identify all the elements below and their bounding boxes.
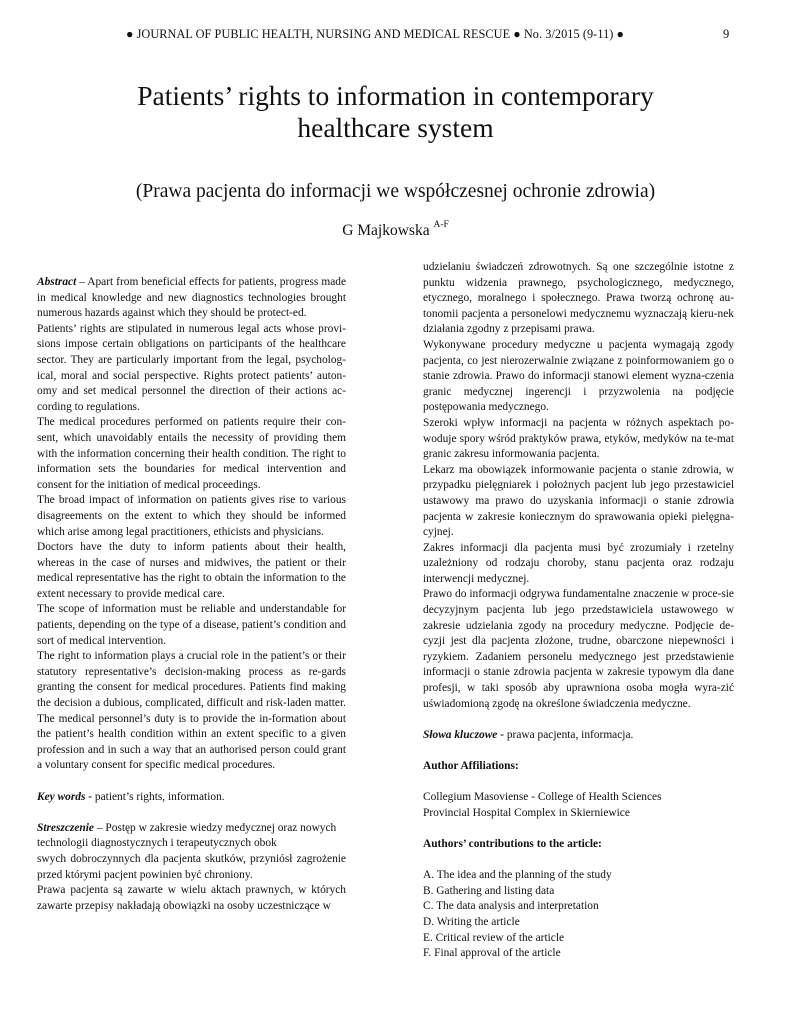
- keywords-label: Key words -: [37, 790, 93, 803]
- contribution-item: A. The idea and the planning of the study: [423, 869, 612, 882]
- slowa-kluczowe: [423, 728, 734, 744]
- streszczenie-text: – Postęp w zakresie wiedzy medycznej oraz nowych technologii diagnostycznych i terapeutycznych obok: [37, 821, 337, 850]
- streszczenie-paragraph: udzielaniu świadczeń zdrowotnych. Są one szczególnie istotne z punktu widzenia prawnego, psychologicznego, medycznego, etycznego, moralnego i społecznego. Prawa tworzą ochronę au-tonomii pacjenta a personelowi medycznemu wyznaczają kieru-nek działania zgodny z przepisami prawa.: [423, 261, 734, 336]
- streszczenie-paragraph: Prawo do informacji odgrywa fundamentalne znaczenie w proce-sie decyzyjnym pacjenta lub jego przedstawiciela ustawowego w zakresie udzielania zgody na procedury medyczne. Podjęcie de-cyzji jest dla pacjenta złożone, trudne, obarczone niepewności i ryzykiem. Zadaniem personelu medycznego jest przedstawienie informacji o stanie zdrowia pacjenta w zakresie typowym dla dane profesji, w taki sposób aby uprawniona osoba mogła wyra-zić uświadomioną zgodę na określone świadczenia medyczne.: [423, 588, 734, 710]
- streszczenie-paragraph: Prawa pacjenta są zawarte w wielu aktach prawnych, w których zawarte przepisy nakładają obowiązki na osoby uczestniczące w: [37, 884, 346, 912]
- abstract-label: Abstract: [37, 276, 77, 288]
- slowa-kluczowe-label: Słowa kluczowe -: [423, 728, 505, 741]
- abstract-paragraph: Patients’ rights are stipulated in numerous legal acts whose provi-sions impose certain obligations on participants of the healthcare sector. They are particularly important from the legal, psycholog-ical, moral and social perspective. Rights protect patients’ auton-omy and set medical personnel the direction of their actions ac-cording to regulations.: [37, 322, 346, 413]
- left-column: [37, 275, 346, 914]
- title-line-1: Patients’ rights to information in contemporary: [137, 80, 654, 111]
- abstract-paragraph: [37, 275, 346, 322]
- keywords-text: patient’s rights, information.: [92, 790, 225, 803]
- affiliation-line: Collegium Masoviense - College of Health Sciences: [423, 791, 662, 804]
- abstract-paragraph: The broad impact of information on patients gives rise to various disagreements on the extent to which they should be informed which arise among legal practitioners, ethicists and physicians.: [37, 494, 346, 538]
- streszczenie-paragraph: Szeroki wpływ informacji na pacjenta w różnych aspektach po-woduje spory wśród praktyków prawa, etyków, medyków na te-mat granic zakresu informowania pacjenta.: [423, 416, 734, 461]
- affiliation-line: Provincial Hospital Complex in Skierniewice: [423, 806, 630, 819]
- journal-line: ● JOURNAL OF PUBLIC HEALTH, NURSING AND MEDICAL RESCUE ● No. 3/2015 (9-11) ●: [125, 27, 625, 41]
- contribution-item: E. Critical review of the article: [423, 931, 565, 944]
- streszczenie-paragraph: [37, 821, 346, 852]
- abstract-paragraph: The scope of information must be reliable and understandable for patients, depending on the type of a disease, patient’s condition and sort of medical intervention.: [37, 603, 346, 647]
- contribution-item: D. Writing the article: [423, 915, 520, 928]
- affiliations-heading: Author Affiliations:: [423, 760, 519, 772]
- title-line-2: healthcare system: [297, 112, 494, 143]
- slowa-kluczowe-text: prawa pacjenta, informacja.: [504, 728, 634, 741]
- streszczenie-paragraph: Wykonywane procedury medyczne u pacjenta wymagają zgody pacjenta, co jest nierozerwalnie związane z poinformowaniem go o stanie zdrowia. Prawo do informacji stanowi element wyzna-czenia granic medycznej ingerencji i przyzwolenia na podjęcie postępowania medycznego.: [423, 338, 734, 414]
- author-name: G Majkowska: [342, 222, 430, 240]
- abstract-text: – Apart from beneficial effects for patients, progress made in medical knowledge and new diagnostics technologies brought numerous hazards against which they should be protect-ed.: [37, 276, 346, 320]
- right-column: [423, 260, 734, 962]
- author-line: [40, 217, 751, 241]
- streszczenie-paragraph: Lekarz ma obowiązek informowanie pacjenta o stanie zdrowia, w przypadku pielęgniarek i położnych pacjent lub jego przestawiciel ustawowy ma prawo do uzyskania informacji o stanie zdrowia pacjenta w zakresie koniecznym do sprawowania opieki pielęgna-cyjnej.: [423, 463, 734, 539]
- abstract-paragraph: The medical procedures performed on patients require their con-sent, which unavoidably entails the necessity of providing them with the information concerning their health condition. The right to information sets the boundaries for medical intervention and consent for the initiation of medical proceedings.: [37, 416, 346, 491]
- article-subtitle: (Prawa pacjenta do informacji we współczesnej ochronie zdrowia): [135, 181, 656, 202]
- page-number: 9: [723, 27, 730, 41]
- running-header: [0, 27, 791, 45]
- keywords: [37, 790, 346, 806]
- abstract-paragraph: The right to information plays a crucial role in the patient’s or their statutory representative’s decision-making process as re-gards granting the consent for medical procedures. Patients find making the decision a dubious, complicated, difficult and risk-laden matter. The medical personnel’s duty is to provide the in-formation about the patient’s health condition within an extent specific to a given profession and in such a way that an authorised person could grant a voluntary consent for specific medical procedures.: [37, 650, 346, 772]
- contributions-heading: Authors’ contributions to the article:: [423, 837, 602, 850]
- streszczenie-label: Streszczenie: [37, 821, 94, 834]
- author-contribution-codes: A-F: [433, 220, 449, 230]
- article-title: [40, 80, 751, 144]
- abstract-paragraph: Doctors have the duty to inform patients about their health, whereas in the case of nurses and midwives, the patient or their medical representative has the right to obtain the information to the extent necessary to provide medical care.: [37, 541, 346, 600]
- contribution-item: C. The data analysis and interpretation: [423, 900, 599, 913]
- streszczenie-paragraph: swych dobroczynnych dla pacjenta skutków, przyniósł zagrożenie przed którymi pacjent powinien być chroniony.: [37, 852, 346, 881]
- contribution-item: B. Gathering and listing data: [423, 884, 555, 897]
- contribution-item: F. Final approval of the article: [423, 947, 561, 960]
- streszczenie-paragraph: Zakres informacji dla pacjenta musi być zrozumiały i rzetelny uzależniony od rodzaju choroby, stanu pacjenta oraz rodzaju interwencji medycznej.: [423, 541, 734, 585]
